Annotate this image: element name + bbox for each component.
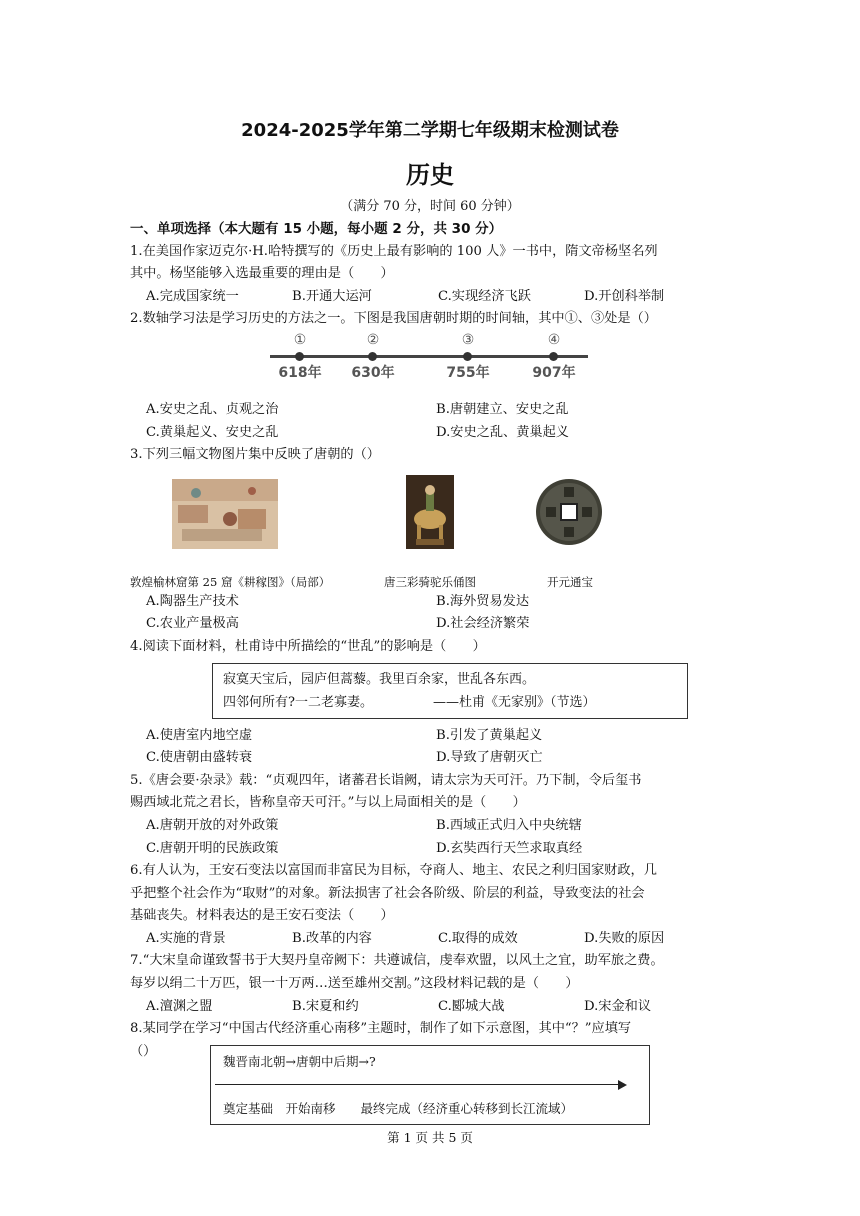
timeline-axis — [270, 355, 588, 358]
subject-title: 历史 — [406, 161, 454, 189]
option-c[interactable]: C.黄巢起义、安史之乱 — [146, 424, 279, 440]
question-3-options — [130, 591, 730, 614]
question-2-options-row-2 — [130, 422, 730, 445]
flow-arrow — [215, 1084, 619, 1086]
flow-stages: 奠定基础 开始南移 最终完成（经济重心转移到长江流域） — [223, 1100, 574, 1116]
option-b[interactable]: B.引发了黄巢起义 — [436, 727, 543, 743]
question-2-options — [130, 399, 730, 422]
question-3-options-row-2 — [130, 613, 730, 636]
tang-timeline — [130, 331, 730, 399]
timeline-year-2: 630年 — [351, 364, 395, 381]
timeline-year-4: 907年 — [532, 364, 576, 381]
question-7 — [130, 950, 730, 1018]
question-3 — [130, 444, 730, 636]
option-c[interactable]: C.郾城大战 — [438, 998, 505, 1014]
question-4-options — [130, 725, 730, 748]
question-4-text: 4.阅读下面材料，杜甫诗中所描绘的“世乱”的影响是（ ） — [130, 638, 486, 654]
economic-shift-diagram — [210, 1045, 650, 1125]
question-1-line-1: 1.在美国作家迈克尔·H.哈特撰写的《历史上最有影响的 100 人》一书中，隋文帝杨坚名列 — [130, 243, 658, 259]
question-8 — [130, 1018, 730, 1125]
question-5 — [130, 770, 730, 860]
option-a[interactable]: A.澶渊之盟 — [146, 998, 213, 1014]
option-d[interactable]: D.玄奘西行天竺求取真经 — [436, 840, 583, 856]
option-d[interactable]: D.失败的原因 — [584, 930, 665, 946]
question-6-line-3: 基础丧失。材料表达的是王安石变法（ ） — [130, 908, 394, 924]
question-1-line-2: 其中。杨坚能够入选最重要的理由是（ ） — [130, 266, 394, 282]
option-d[interactable]: D.安史之乱、黄巢起义 — [436, 424, 569, 440]
poem-line-1: 寂寞天宝后，园庐但蒿藜。我里百余家，世乱各东西。 — [223, 671, 536, 687]
kaiyuan-coin-image — [534, 477, 604, 547]
question-4-options-row-2 — [130, 747, 730, 770]
question-1 — [130, 241, 730, 309]
question-6-line-1: 6.有人认为，王安石变法以富国而非富民为目标，夺商人、地主、农民之利归国家财政，几 — [130, 863, 657, 879]
option-d[interactable]: D.宋金和议 — [584, 998, 652, 1014]
timeline-marker-4: ④ — [547, 331, 561, 348]
timeline-year-3: 755年 — [446, 364, 490, 381]
option-c[interactable]: C.使唐朝由盛转衰 — [146, 750, 253, 766]
question-6-line-2: 乎把整个社会作为“取财”的对象。新法损害了社会各阶级、阶层的利益，导致变法的社会 — [130, 885, 645, 901]
camel-figurine-caption: 唐三彩骑驼乐俑图 — [384, 574, 476, 589]
option-d[interactable]: D.开创科举制 — [584, 288, 665, 304]
question-2 — [130, 308, 730, 444]
mural-caption: 敦煌榆林窟第 25 窟《耕稼图》（局部） — [130, 574, 331, 589]
option-c[interactable]: C.农业产量极高 — [146, 616, 239, 632]
exam-info: （满分 70 分，时间 60 分钟） — [340, 199, 520, 214]
option-a[interactable]: A.实施的背景 — [146, 930, 226, 946]
exam-title: 2024-2025学年第二学期七年级期末检测试卷 — [241, 120, 619, 141]
option-b[interactable]: B.海外贸易发达 — [436, 593, 530, 609]
question-5-line-2: 赐西域北荒之君长，皆称皇帝天可汗。”与以上局面相关的是（ ） — [130, 795, 526, 811]
timeline-dot-4 — [549, 352, 558, 361]
timeline-marker-3: ③ — [461, 331, 475, 348]
question-7-line-2: 每岁以绢二十万匹，银一十万两…送至雄州交割。”这段材料记载的是（ ） — [130, 976, 579, 992]
exam-content — [130, 218, 730, 1125]
option-c[interactable]: C.取得的成效 — [438, 930, 518, 946]
mural-image — [172, 479, 278, 549]
question-7-line-1: 7.“大宋皇命谨致誓书于大契丹皇帝阙下：共遵诚信，虔奉欢盟，以风土之宜，助军旅之费。 — [130, 953, 664, 969]
option-a[interactable]: A.唐朝开放的对外政策 — [146, 817, 279, 833]
timeline-dot-3 — [463, 352, 472, 361]
camel-figurine-image — [406, 475, 454, 549]
timeline-marker-1: ① — [293, 331, 307, 348]
poem-box — [212, 663, 688, 719]
option-b[interactable]: B.宋夏和约 — [292, 998, 359, 1014]
option-a[interactable]: A.使唐室内地空虚 — [146, 727, 253, 743]
coin-caption: 开元通宝 — [547, 574, 593, 589]
timeline-year-1: 618年 — [278, 364, 322, 381]
question-3-text: 3.下列三幅文物图片集中反映了唐朝的（） — [130, 447, 380, 463]
section-heading: 一、单项选择（本大题有 15 小题，每小题 2 分，共 30 分） — [130, 221, 503, 237]
option-d[interactable]: D.社会经济繁荣 — [436, 616, 530, 632]
timeline-dot-1 — [295, 352, 304, 361]
question-8-line-2: （） — [130, 1043, 157, 1059]
question-8-line-1: 8.某同学在学习“中国古代经济重心南移”主题时，制作了如下示意图，其中“？”应填写 — [130, 1021, 632, 1037]
option-a[interactable]: A.完成国家统一 — [146, 288, 239, 304]
question-5-options-row-2 — [130, 838, 730, 861]
question-4 — [130, 636, 730, 770]
poem-line-2 — [223, 691, 677, 714]
question-6-options — [130, 928, 730, 951]
poem-source: ——杜甫《无家别》（节选） — [432, 694, 596, 710]
question-6 — [130, 860, 730, 950]
option-b[interactable]: B.唐朝建立、安史之乱 — [436, 401, 569, 417]
question-5-options — [130, 815, 730, 838]
option-b[interactable]: B.西域正式归入中央统辖 — [436, 817, 582, 833]
question-1-options — [130, 286, 730, 309]
poem-line-2-text: 四邻何所有?一二老寡妻。 — [223, 694, 373, 710]
option-a[interactable]: A.陶器生产技术 — [146, 593, 239, 609]
relic-images — [130, 467, 730, 591]
question-5-line-1: 5.《唐会要·杂录》载：“贞观四年，诸蕃君长诣阙，请太宗为天可汗。乃下制，令后玺书 — [130, 772, 642, 788]
option-d[interactable]: D.导致了唐朝灭亡 — [436, 750, 543, 766]
option-c[interactable]: C.唐朝开明的民族政策 — [146, 840, 279, 856]
timeline-dot-2 — [368, 352, 377, 361]
page-footer: 第 1 页 共 5 页 — [387, 1130, 473, 1145]
timeline-marker-2: ② — [366, 331, 380, 348]
option-b[interactable]: B.改革的内容 — [292, 930, 372, 946]
flow-periods: 魏晋南北朝→唐朝中后期→? — [223, 1053, 376, 1069]
option-c[interactable]: C.实现经济飞跃 — [438, 288, 531, 304]
option-b[interactable]: B.开通大运河 — [292, 288, 372, 304]
option-a[interactable]: A.安史之乱、贞观之治 — [146, 401, 279, 417]
question-2-text: 2.数轴学习法是学习历史的方法之一。下图是我国唐朝时期的时间轴，其中①、③处是（） — [130, 311, 657, 327]
question-7-options — [130, 996, 730, 1019]
